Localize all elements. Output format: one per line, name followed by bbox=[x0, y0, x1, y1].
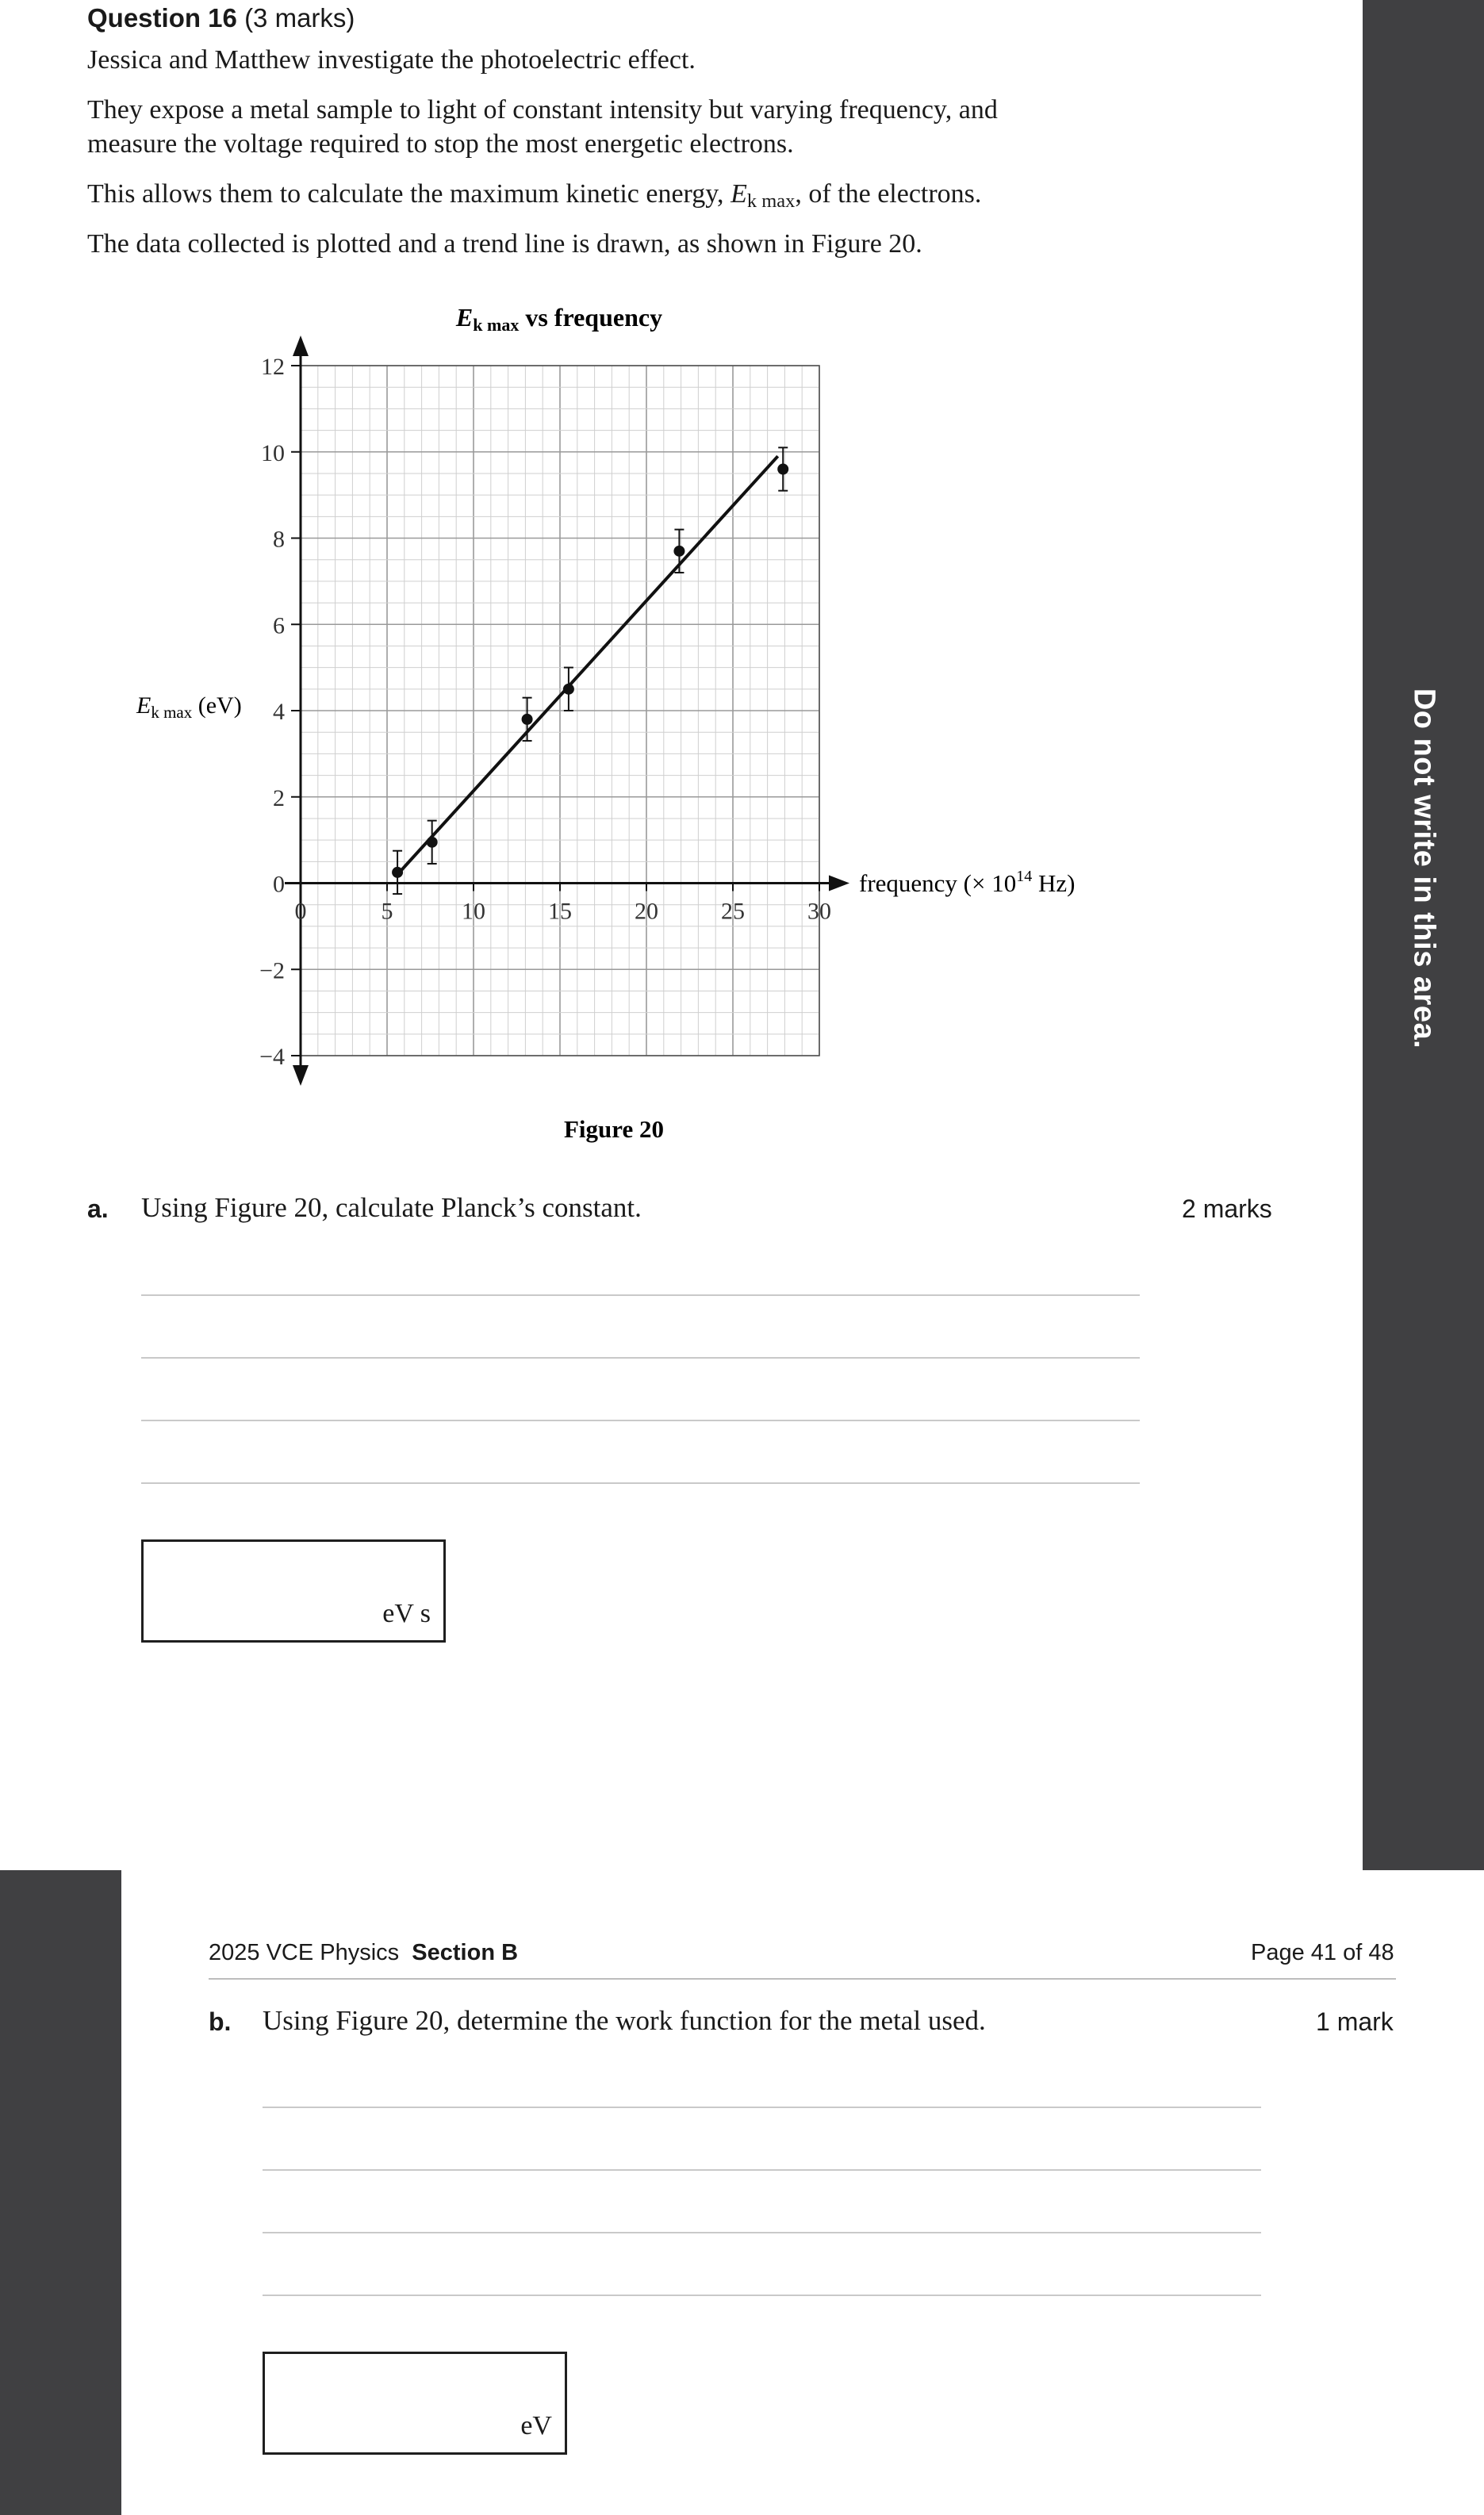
part-a-answer-line-2[interactable] bbox=[141, 1357, 1140, 1359]
chart-title-subscript: k max bbox=[473, 315, 520, 335]
y-tick-label: 2 bbox=[273, 784, 285, 811]
data-point bbox=[522, 714, 533, 725]
trend-line bbox=[397, 456, 778, 874]
y-tick-label: 6 bbox=[273, 612, 285, 639]
margin-notice-container bbox=[1363, 0, 1484, 1870]
part-b-question: Using Figure 20, determine the work function for the metal used. bbox=[263, 2005, 986, 2036]
page-number: Page 41 of 48 bbox=[1251, 1940, 1394, 1965]
figure-caption: Figure 20 bbox=[564, 1115, 664, 1143]
part-b-answer-line-2[interactable] bbox=[263, 2169, 1261, 2171]
ek-subscript: k max bbox=[746, 190, 796, 213]
y-tick-label: −2 bbox=[259, 957, 285, 984]
data-points-group bbox=[392, 447, 788, 894]
part-a-answer-line-4[interactable] bbox=[141, 1482, 1140, 1484]
part-a-marks: 2 marks bbox=[1182, 1194, 1272, 1223]
x-tick-label: 30 bbox=[807, 898, 831, 925]
part-a-question: Using Figure 20, calculate Planck’s constant. bbox=[141, 1192, 642, 1223]
y-axis-label-subscript: k max bbox=[151, 703, 193, 722]
y-axis-label-symbol: E bbox=[136, 692, 151, 719]
data-point bbox=[777, 464, 788, 475]
part-b-answer-line-1[interactable] bbox=[263, 2107, 1261, 2108]
part-b-answer-box[interactable] bbox=[263, 2352, 567, 2455]
y-tick-label: 4 bbox=[273, 699, 285, 725]
footer-divider bbox=[209, 1978, 1396, 1980]
x-tick-label: 0 bbox=[294, 898, 307, 925]
x-tick-label: 15 bbox=[548, 898, 572, 925]
x-axis-label bbox=[859, 868, 1075, 897]
x-tick-label: 5 bbox=[381, 898, 393, 925]
footer-year-subject: 2025 VCE Physics bbox=[209, 1940, 400, 1965]
question-number: Question 16 bbox=[87, 3, 237, 33]
data-point bbox=[427, 837, 438, 848]
chart-title-rest: vs frequency bbox=[519, 303, 663, 332]
y-tick-label: −4 bbox=[259, 1044, 285, 1070]
part-a-letter: a. bbox=[87, 1194, 109, 1223]
x-axis-label-unit: Hz) bbox=[1032, 869, 1076, 897]
intro-line-1: Jessica and Matthew investigate the photoelectric effect. bbox=[87, 45, 696, 75]
part-b-unit: eV bbox=[520, 2411, 552, 2440]
part-a-answer-box[interactable] bbox=[141, 1539, 446, 1643]
part-b-marks: 1 mark bbox=[1316, 2007, 1394, 2036]
trend-line-group bbox=[397, 456, 778, 874]
x-axis-label-main: frequency (× 10 bbox=[859, 869, 1017, 897]
chart-grid bbox=[301, 366, 819, 1056]
intro-line-4-tail: , of the electrons. bbox=[795, 179, 982, 209]
y-tick-label: 8 bbox=[273, 526, 285, 553]
x-tick-label: 10 bbox=[462, 898, 485, 925]
data-point bbox=[392, 867, 403, 878]
intro-line-3: measure the voltage required to stop the most energetic electrons. bbox=[87, 129, 794, 159]
y-axis-label-unit: (eV) bbox=[192, 692, 242, 719]
data-point bbox=[563, 684, 574, 695]
y-axis-up-arrow bbox=[293, 335, 309, 356]
part-b-letter: b. bbox=[209, 2007, 232, 2036]
intro-line-5: The data collected is plotted and a trend line is drawn, as shown in Figure 20. bbox=[87, 229, 922, 259]
x-axis-right-arrow bbox=[829, 876, 849, 891]
intro-line-2: They expose a metal sample to light of constant intensity but varying frequency, and bbox=[87, 95, 998, 125]
question-marks: (3 marks) bbox=[244, 3, 355, 33]
data-point bbox=[673, 546, 684, 557]
y-tick-label: 10 bbox=[261, 439, 285, 466]
x-axis-label-exponent: 14 bbox=[1016, 868, 1033, 885]
chart-title-symbol: E bbox=[455, 303, 474, 332]
margin-notice: Do not write in this area. bbox=[1407, 688, 1440, 1049]
x-tick-label: 25 bbox=[721, 898, 745, 925]
y-axis-down-arrow bbox=[293, 1065, 309, 1086]
ek-symbol: E bbox=[730, 179, 747, 209]
x-tick-label: 20 bbox=[635, 898, 658, 925]
intro-line-4 bbox=[87, 178, 1079, 218]
y-axis-label bbox=[136, 692, 242, 722]
y-tick-label: 12 bbox=[261, 354, 285, 380]
do-not-write-margin-left bbox=[0, 1870, 121, 2515]
part-b-answer-line-3[interactable] bbox=[263, 2232, 1261, 2233]
question-header bbox=[87, 3, 355, 33]
part-b-answer-line-4[interactable] bbox=[263, 2295, 1261, 2296]
chart-title bbox=[455, 303, 662, 335]
ek-vs-frequency-chart bbox=[0, 286, 1190, 1158]
intro-line-4-text: This allows them to calculate the maximum kinetic energy, bbox=[87, 179, 731, 209]
part-a-unit: eV s bbox=[382, 1599, 431, 1628]
part-a-answer-line-1[interactable] bbox=[141, 1294, 1140, 1296]
footer-section: Section B bbox=[412, 1940, 519, 1965]
page-footer-left bbox=[209, 1940, 518, 1966]
part-a-answer-line-3[interactable] bbox=[141, 1420, 1140, 1421]
y-tick-label: 0 bbox=[273, 871, 285, 898]
